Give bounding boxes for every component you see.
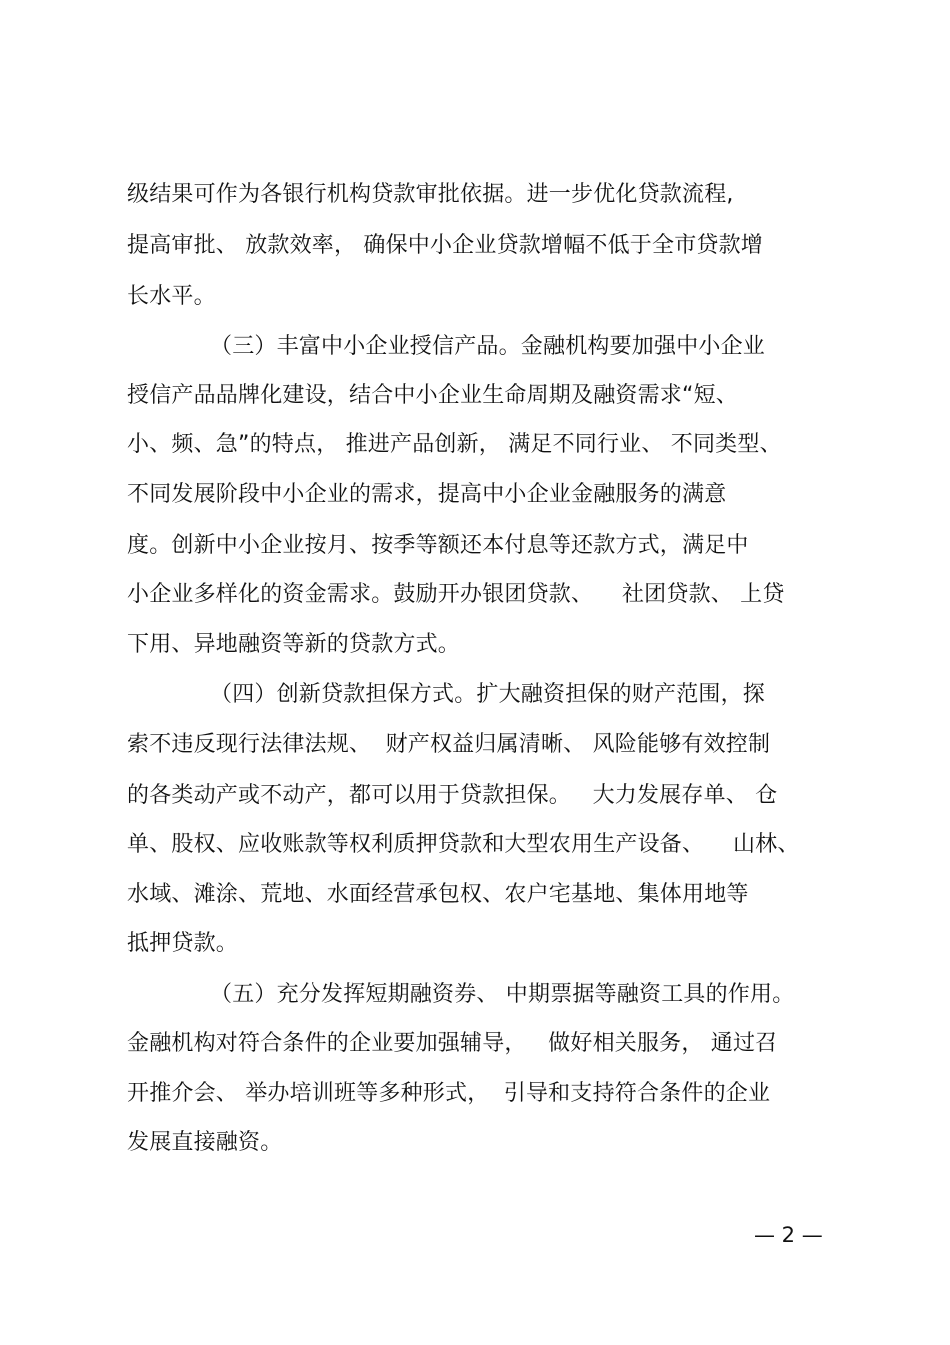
text-line-8: 度。创新中小企业按月、按季等额还本付息等还款方式，满足中 (127, 533, 749, 558)
text-line-15: 水域、滩涂、荒地、水面经营承包权、农户宅基地、集体用地等 (127, 882, 749, 907)
text-line-7: 不同发展阶段中小企业的需求，提高中小企业金融服务的满意 (127, 482, 727, 507)
text-line-18: 金融机构对符合条件的企业要加强辅导， 做好相关服务， 通过召 (127, 1031, 778, 1056)
text-line-13: 的各类动产或不动产，都可以用于贷款担保。 大力发展存单、 仓 (127, 783, 778, 808)
text-line-1: 级结果可作为各银行机构贷款审批依据。进一步优化贷款流程, (127, 182, 734, 207)
text-line-14: 单、股权、应收账款等权利质押贷款和大型农用生产设备、 山林、 (127, 832, 800, 857)
text-line-19: 开推介会、 举办培训班等多种形式， 引导和支持符合条件的企业 (127, 1081, 771, 1106)
text-line-3: 长水平。 (127, 284, 216, 309)
text-line-12: 索不违反现行法律法规、 财产权益归属清晰、 风险能够有效控制 (127, 732, 771, 757)
section-3-heading-line: （三）丰富中小企业授信产品。金融机构要加强中小企业 (210, 334, 766, 359)
text-line-16: 抵押贷款。 (127, 931, 239, 956)
section-4-heading-line: （四）创新贷款担保方式。扩大融资担保的财产范围，探 (210, 682, 766, 707)
section-5-heading-line: （五）充分发挥短期融资券、 中期票据等融资工具的作用。 (210, 982, 795, 1007)
text-line-6: 小、频、急”的特点， 推进产品创新， 满足不同行业、 不同类型、 (127, 432, 782, 457)
page-number: — 2 — (754, 1223, 823, 1247)
text-line-20: 发展直接融资。 (127, 1130, 283, 1155)
text-line-2: 提高审批、 放款效率， 确保中小企业贷款增幅不低于全市贷款增 (127, 233, 763, 258)
text-line-5: 授信产品品牌化建设，结合中小企业生命周期及融资需求“短、 (127, 383, 738, 408)
text-line-9: 小企业多样化的资金需求。鼓励开办银团贷款、 社团贷款、 上贷 (127, 582, 785, 607)
text-line-10: 下用、异地融资等新的贷款方式。 (127, 632, 461, 657)
